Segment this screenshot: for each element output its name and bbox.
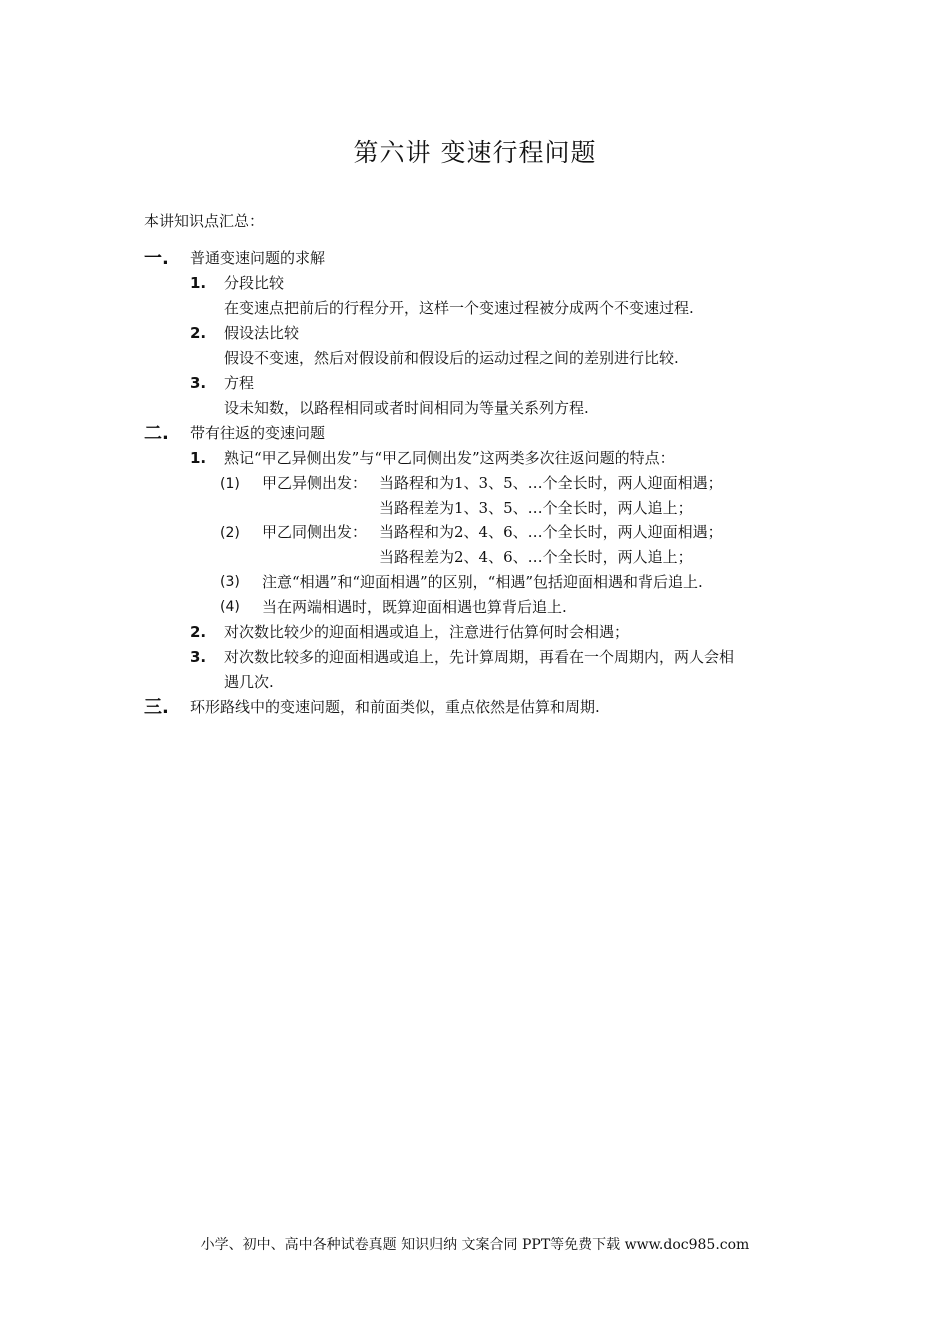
item-2-1-label: 熟记“甲乙异侧出发”与“甲乙同侧出发”这两类多次往返问题的特点：	[224, 449, 675, 467]
page-footer: 小学、初中、高中各种试卷真题 知识归纳 文案合同 PPT等免费下载 www.doc985.com	[200, 1237, 750, 1253]
item-2-3-number: 3.	[190, 648, 207, 666]
summary-label: 本讲知识点汇总：	[144, 212, 265, 230]
sub-2-number: (2)	[220, 525, 240, 541]
sub-1-lead: 甲乙异侧出发：	[262, 474, 368, 492]
section-3-number: 三.	[144, 697, 169, 718]
section-1-heading: 普通变速问题的求解	[190, 249, 326, 267]
item-2-1-number: 1.	[190, 449, 207, 467]
item-1-1-number: 1.	[190, 274, 207, 292]
item-1-3-number: 3.	[190, 374, 207, 392]
sub-2-lead: 甲乙同侧出发：	[262, 523, 368, 541]
sub-1-line-1: 当路程和为1、3、5、…个全长时，两人迎面相遇；	[379, 474, 723, 492]
sub-1-line-2: 当路程差为1、3、5、…个全长时，两人追上；	[379, 499, 693, 517]
item-1-1-desc: 在变速点把前后的行程分开，这样一个变速过程被分成两个不变速过程.	[224, 299, 694, 317]
item-1-1-label: 分段比较	[224, 274, 285, 292]
item-1-2-desc: 假设不变速，然后对假设前和假设后的运动过程之间的差别进行比较.	[224, 349, 679, 367]
section-2-number: 二.	[144, 423, 169, 444]
sub-1-number: (1)	[220, 476, 240, 492]
sub-3-text: 注意“相遇”和“迎面相遇”的区别，“相遇”包括迎面相遇和背后追上.	[262, 573, 703, 591]
item-1-3-label: 方程	[224, 374, 255, 392]
sub-4-number: (4)	[220, 599, 240, 615]
section-2-heading: 带有往返的变速问题	[190, 424, 326, 442]
sub-2-line-1: 当路程和为2、4、6、…个全长时，两人迎面相遇；	[379, 523, 723, 541]
item-1-3-desc: 设未知数，以路程相同或者时间相同为等量关系列方程.	[224, 399, 589, 417]
sub-3-number: (3)	[220, 574, 240, 590]
item-2-2-label: 对次数比较少的迎面相遇或追上，注意进行估算何时会相遇；	[224, 623, 630, 641]
item-2-3-label: 对次数比较多的迎面相遇或追上，先计算周期，再看在一个周期内，两人会相	[224, 648, 735, 666]
page-title: 第六讲 变速行程问题	[353, 138, 597, 167]
section-1-number: 一.	[144, 248, 169, 269]
item-1-2-number: 2.	[190, 324, 207, 342]
item-2-2-number: 2.	[190, 623, 207, 641]
item-2-3-label-cont: 遇几次.	[224, 673, 274, 691]
sub-4-text: 当在两端相遇时，既算迎面相遇也算背后追上.	[262, 598, 567, 616]
section-3-heading: 环形路线中的变速问题，和前面类似，重点依然是估算和周期.	[190, 698, 600, 716]
sub-2-line-2: 当路程差为2、4、6、…个全长时，两人追上；	[379, 548, 693, 566]
item-1-2-label: 假设法比较	[224, 324, 300, 342]
